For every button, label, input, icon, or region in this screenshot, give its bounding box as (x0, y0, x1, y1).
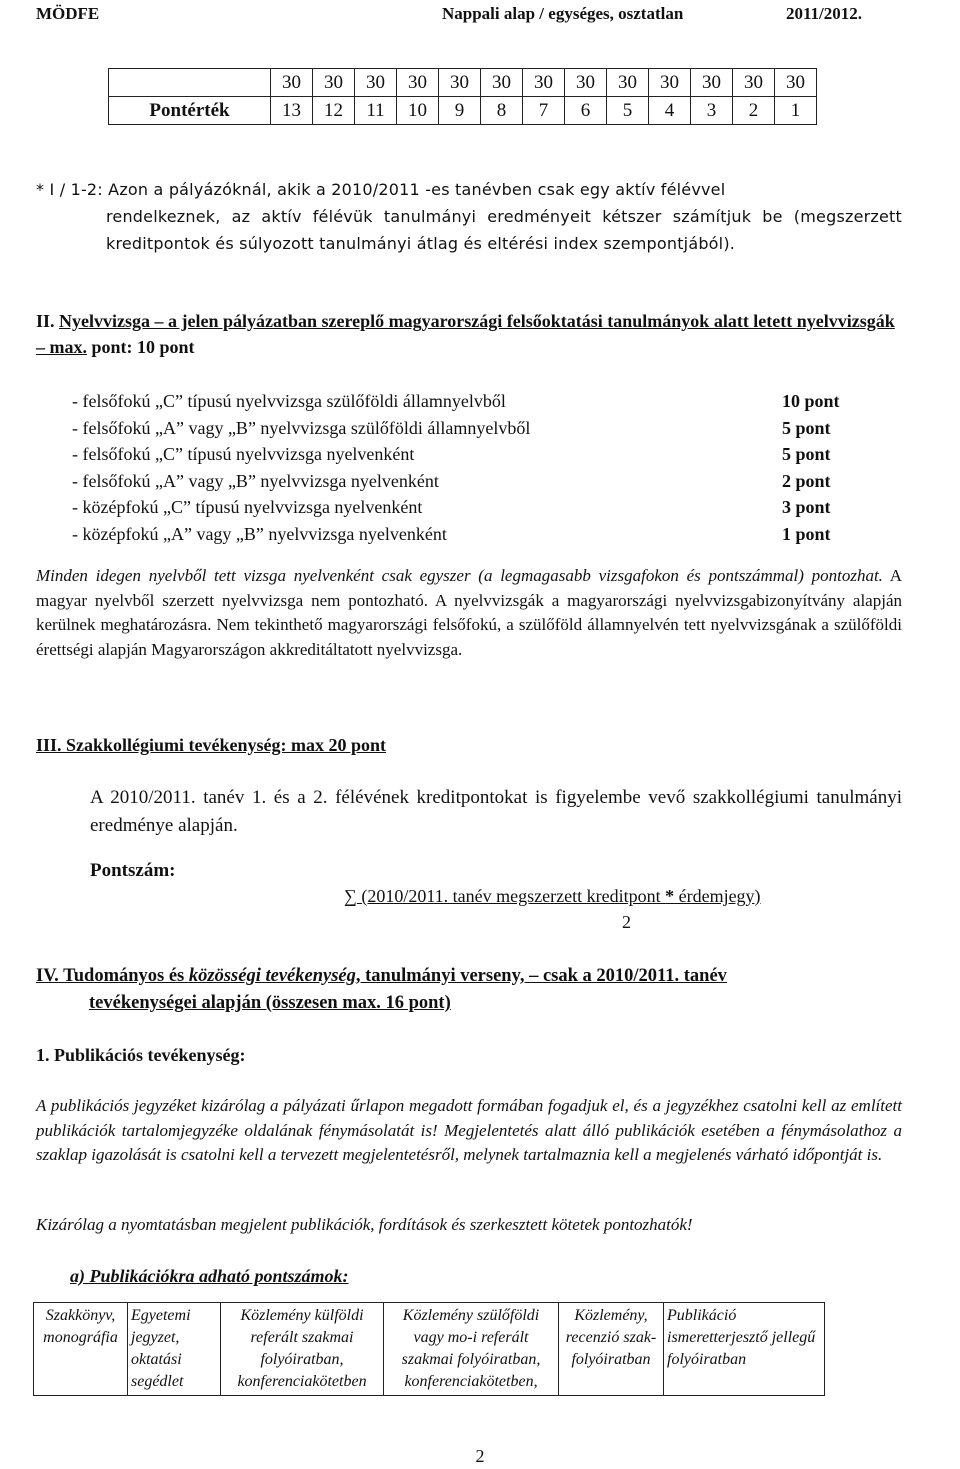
table-cell: 13 (271, 97, 313, 125)
section-4-heading-line2: tevékenységei alapján (összesen max. 16 pont) (89, 993, 451, 1013)
table-cell: 30 (439, 69, 481, 97)
table-cell: 4 (649, 97, 691, 125)
table-cell: 30 (691, 69, 733, 97)
formula-text: (2010/2011. tanév megszerzett kreditpont (356, 886, 666, 906)
footnote-paragraph (36, 176, 902, 257)
table-cell: 10 (397, 97, 439, 125)
table-cell: 30 (271, 69, 313, 97)
section-3-heading: III. Szakkollégiumi tevékenység: max 20 pont (36, 735, 387, 755)
list-item-points: 5 pont (782, 444, 831, 464)
table-cell: 7 (523, 97, 565, 125)
section-2-number: II. (36, 311, 55, 331)
page-number: 2 (475, 1446, 485, 1466)
table-cell: 30 (523, 69, 565, 97)
points-row-scores (109, 97, 817, 125)
table-cell: 8 (481, 97, 523, 125)
page-header (36, 2, 926, 26)
section-4-heading (36, 963, 906, 989)
list-item-text: - felsőfokú „C” típusú nyelvvizsga nyelvenként (72, 444, 415, 464)
table-cell: 1 (775, 97, 817, 125)
publication-points-table (33, 1302, 825, 1396)
table-cell: 30 (481, 69, 523, 97)
points-row-label (109, 69, 271, 97)
table-header-cell: Közlemény külföldi referált szakmai folyóiratban, konferenciakötetben (221, 1303, 384, 1396)
formula-text-end: érdemjegy) (674, 886, 761, 906)
table-cell: 30 (649, 69, 691, 97)
table-cell: 5 (607, 97, 649, 125)
table-cell: 30 (733, 69, 775, 97)
score-formula (344, 886, 761, 907)
publication-subheading: a) Publikációkra adható pontszámok: (70, 1266, 349, 1286)
table-row (34, 1303, 825, 1396)
sum-icon: ∑ (344, 886, 357, 906)
publication-heading: 1. Publikációs tevékenység: (36, 1045, 246, 1065)
list-item (72, 494, 872, 521)
table-cell: 30 (565, 69, 607, 97)
table-cell: 12 (313, 97, 355, 125)
header-program: Nappali alap / egységes, osztatlan (442, 4, 684, 23)
formula-star: * (665, 886, 675, 906)
table-cell: 30 (355, 69, 397, 97)
table-cell: 9 (439, 97, 481, 125)
list-item-text: - felsőfokú „A” vagy „B” nyelvvizsga nyelvenként (72, 470, 439, 491)
header-year: 2011/2012. (786, 4, 863, 23)
list-item-text: - felsőfokú „A” vagy „B” nyelvvizsga szülőföldi államnyelvből (72, 417, 531, 438)
list-item-points: 1 pont (782, 523, 831, 544)
table-header-cell: Közlemény, recenzió szak-folyóiratban (559, 1303, 664, 1396)
table-header-cell: Szakkönyv, monográfia (34, 1303, 128, 1396)
score-label (90, 860, 175, 882)
footnote-first-line: * I / 1-2: Azon a pályázóknál, akik a 2010/2011 -es tanévben csak egy aktív félévvel (36, 180, 726, 199)
table-header-cell: Publikáció ismeretterjesztő jellegű folyóiratban (664, 1303, 825, 1396)
list-item-points: 2 pont (782, 470, 831, 491)
table-cell: 3 (691, 97, 733, 125)
list-item (72, 415, 872, 442)
section-4-number: IV. (36, 966, 59, 986)
list-item-points: 5 pont (782, 417, 831, 438)
section-2-suffix: pont: 10 pont (87, 337, 195, 357)
list-item-text: - középfokú „A” vagy „B” nyelvvizsga nyelvenként (72, 523, 447, 544)
points-row-values (109, 69, 817, 97)
section-4-title-end: , tanulmányi verseny, – csak a 2010/2011. tanév (355, 966, 727, 986)
language-note-italic: Minden idegen nyelvből tett vizsga nyelvenként csak egyszer (a legmagasabb vizsgafokon és pontszámmal) pontozhat. (36, 566, 883, 585)
section-2-heading (36, 308, 906, 360)
section-3-body: A 2010/2011. tanév 1. és a 2. félévének kreditpontokat is figyelembe vevő szakkollégiumi tanulmányi eredménye alapján. (90, 787, 902, 836)
list-item-points: 3 pont (782, 497, 831, 517)
points-row-label: Pontérték (109, 97, 271, 125)
list-item-text: - középfokú „C” típusú nyelvvizsga nyelvenként (72, 497, 423, 517)
list-item (72, 521, 872, 548)
list-item (72, 388, 872, 415)
table-cell: 30 (775, 69, 817, 97)
list-item (72, 468, 872, 495)
header-institution: MÖDFE (36, 4, 100, 23)
score-label-text: Pontszám: (90, 860, 176, 881)
language-exam-list (72, 388, 872, 547)
table-cell: 30 (313, 69, 355, 97)
section-2-title: Nyelvvizsga – a jelen pályázatban szereplő magyarországi felsőoktatási tanulmányok alatt letett nyelvvizsgák – max. (36, 311, 895, 357)
table-cell: 30 (607, 69, 649, 97)
table-header-cell: Egyetemi jegyzet, oktatási segédlet (128, 1303, 221, 1396)
section-4-title-italic: közösségi tevékenység (188, 966, 356, 986)
footnote-rest: rendelkeznek, az aktív félévük tanulmányi eredményeit kétszer számítjuk be (megszerzett kreditpontok és súlyozott tanulmányi átlag és eltérési index szempontjából). (106, 207, 902, 253)
formula-divisor: 2 (622, 912, 631, 932)
publication-paragraph: A publikációs jegyzéket kizárólag a pályázati űrlapon megadott formában fogadjuk el, és a jegyzékhez csatolni kell az említett publikációk tartalomjegyzéke oldalának fénymásolatát is! Megjelentetés alatt álló publikációk esetében a fénymásolathoz a szaklap igazolását is csatolni kell a tervezett megjelentetésről, melynek tartalmaznia kell a megjelenés várható időpontját is. (36, 1096, 902, 1164)
list-item-points: 10 pont (782, 391, 840, 411)
list-item (72, 441, 872, 468)
table-cell: 30 (397, 69, 439, 97)
table-cell: 6 (565, 97, 607, 125)
table-cell: 11 (355, 97, 397, 125)
language-note-normal: A magyar nyelvből szerzett nyelvvizsga nem pontozható. A nyelvvizsgák a magyarországi nyelvvizsgabizonyítvány alapján kerülnek meghatározásra. Nem tekinthető magyarországi felsőfokú, a szülőföld államnyelvén tett nyelvvizsgának a szülőföldi érettségi alapján Magyarországon akkreditáltatott nyelvvizsga. (36, 566, 903, 659)
table-cell: 2 (733, 97, 775, 125)
list-item-text: - felsőfokú „C” típusú nyelvvizsga szülőföldi államnyelvből (72, 391, 506, 411)
table-header-cell: Közlemény szülőföldi vagy mo-i referált szakmai folyóiratban, konferenciakötetben, (384, 1303, 559, 1396)
publication-note: Kizárólag a nyomtatásban megjelent publikációk, fordítások és szerkesztett kötetek pontozhatók! (36, 1215, 693, 1234)
points-table (108, 68, 817, 125)
section-4-title: Tudományos és (58, 966, 189, 986)
language-note (36, 564, 902, 662)
